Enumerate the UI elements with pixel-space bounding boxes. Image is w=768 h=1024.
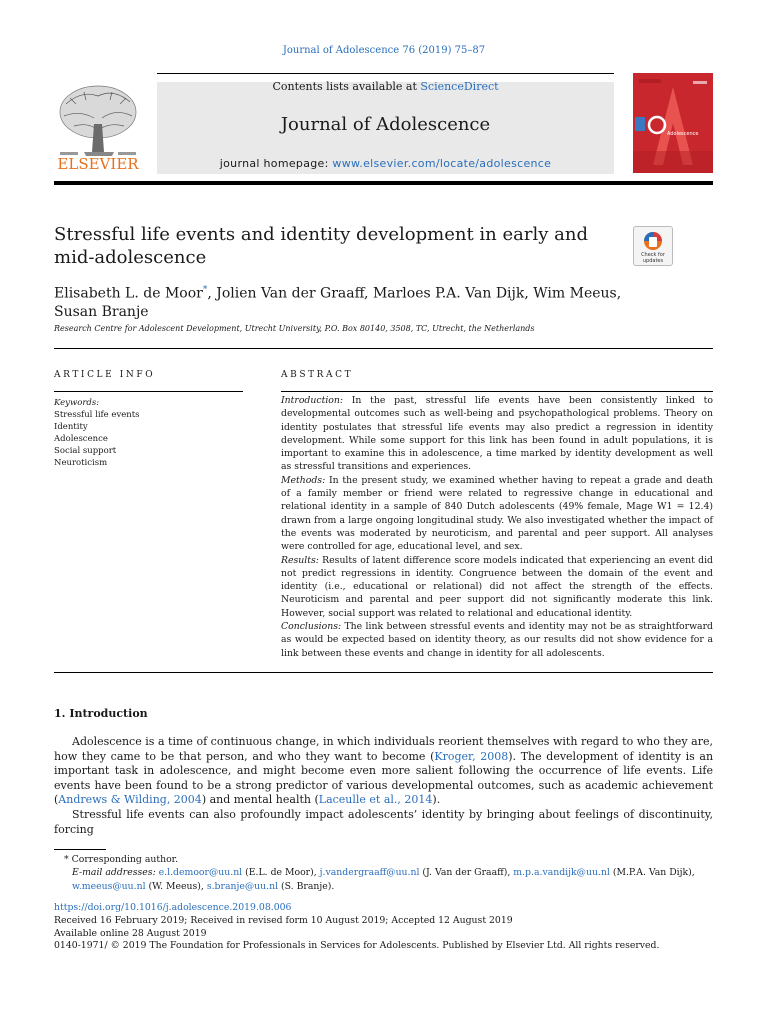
contents-prefix: Contents lists available at bbox=[272, 80, 421, 93]
author-affiliation: Research Centre for Adolescent Development, Utrecht University, P.O. Box 80140, 3508, TC, Utrecht, the Netherlands bbox=[54, 324, 535, 333]
citation-link[interactable]: Kroger, 2008 bbox=[434, 749, 509, 763]
abstract-section-text: In the past, stressful life events have been consistently linked to developmental outcomes such as well-being and psychopathological problems. Theory on identity postulates that stressful life events may also predict a regression in identity development. While some support for this link has been found in adult populations, it is important to examine this in adolescence, a time marked by identity development as well as stressful transitions and experiences. bbox=[281, 395, 713, 473]
abstract-section-text: The link between stressful events and identity may not be as straightforward as would be expected based on identity theory, as our results did not show evidence for a link between these events and change in identity for all adolescents. bbox=[281, 621, 713, 659]
email-owner: (S. Branje). bbox=[278, 880, 335, 892]
email-label: E-mail addresses: bbox=[72, 867, 156, 879]
email-link[interactable]: e.l.demoor@uu.nl bbox=[158, 867, 243, 879]
section-heading-introduction: 1. Introduction bbox=[54, 707, 148, 720]
email-owner: (E.L. de Moor), bbox=[242, 867, 320, 879]
email-link[interactable]: m.p.a.vandijk@uu.nl bbox=[513, 867, 610, 879]
abstract-section-text: Results of latent difference score models indicated that experiencing an event did not predict regressions in identity. Congruence between the domain of the event and identity (i.e., educational or relational) did not affect the strength of the effects. Neuroticism and parental and peer support did not significantly moderate this link. However, social support was related to relational and educational identity. bbox=[281, 554, 713, 619]
body-text: Adolescence is a time of continuous change, in which individuals reorient themselves with regard to who they are, how they came to be that person, and who they want to become ( bbox=[54, 735, 713, 763]
keyword-item: Neuroticism bbox=[54, 458, 108, 468]
author-separator: , bbox=[364, 285, 373, 302]
homepage-prefix: journal homepage: bbox=[219, 157, 333, 170]
abstract-section-label: Methods: bbox=[281, 474, 326, 486]
author-separator: , bbox=[207, 285, 217, 302]
header-top-rule bbox=[157, 73, 614, 74]
body-paragraph bbox=[54, 735, 713, 808]
email-link[interactable]: s.branje@uu.nl bbox=[206, 880, 279, 892]
abstract-paragraph bbox=[281, 620, 713, 660]
sciencedirect-link[interactable]: ScienceDirect bbox=[420, 80, 499, 93]
introduction-body bbox=[54, 735, 713, 837]
author-separator: , bbox=[524, 285, 534, 302]
doi-link[interactable]: https://doi.org/10.1016/j.adolescence.2019.08.006 bbox=[54, 902, 292, 913]
body-text: ) and mental health ( bbox=[201, 793, 319, 807]
email-link[interactable]: w.meeus@uu.nl bbox=[72, 880, 146, 892]
abstract-heading: ABSTRACT bbox=[281, 370, 354, 380]
citation-link[interactable]: Laceulle et al., 2014 bbox=[318, 793, 433, 807]
keyword-item: Identity bbox=[54, 422, 88, 432]
abstract-section-label: Introduction: bbox=[281, 395, 344, 406]
email-owner: (M.P.A. Van Dijk), bbox=[609, 867, 695, 879]
title-block-rule bbox=[54, 348, 713, 349]
body-paragraph: Stressful life events can also profoundly impact adolescents’ identity by bringing about feelings of discontinuity, forcing bbox=[54, 807, 713, 836]
author-name: Marloes P.A. Van Dijk bbox=[372, 285, 525, 302]
corresponding-author-marker[interactable]: * bbox=[202, 285, 208, 295]
copyright-notice: 0140-1971/ © 2019 The Foundation for Professionals in Services for Adolescents. Published by Elsevier Ltd. All rights reserved. bbox=[54, 940, 660, 952]
keyword-item: Social support bbox=[54, 446, 117, 456]
abstract-paragraph bbox=[281, 554, 713, 620]
keywords-label: Keywords: bbox=[54, 398, 100, 408]
author-name: Susan Branje bbox=[54, 303, 149, 320]
journal-homepage-line bbox=[157, 157, 614, 170]
journal-title: Journal of Adolescence bbox=[280, 114, 491, 135]
abstract-paragraph bbox=[281, 394, 713, 474]
email-addresses bbox=[54, 866, 713, 893]
abstract-bottom-rule bbox=[54, 672, 713, 673]
author-list bbox=[54, 281, 624, 321]
abstract-section-label: Results: bbox=[281, 554, 319, 566]
body-text: ). The development of identity is an important task in adolescence, and might become even more salient following the occurrence of life events. Life events have been found to be a strong predictor of various developmental outcomes, such as academic achievement ( bbox=[54, 749, 714, 807]
email-link[interactable]: j.vandergraaff@uu.nl bbox=[319, 867, 420, 879]
citation-link[interactable]: Andrews & Wilding, 2004 bbox=[58, 793, 202, 807]
journal-homepage-link[interactable]: www.elsevier.com/locate/adolescence bbox=[332, 157, 552, 170]
journal-cover-thumbnail[interactable] bbox=[633, 73, 713, 173]
journal-reference-link[interactable]: Journal of Adolescence 76 (2019) 75–87 bbox=[282, 45, 486, 56]
article-info-heading: ARTICLE INFO bbox=[54, 370, 156, 380]
footnote-rule bbox=[54, 849, 106, 850]
email-owner: (J. Van der Graaff), bbox=[419, 867, 514, 879]
check-for-updates-button[interactable] bbox=[633, 226, 673, 266]
contents-available-line bbox=[157, 80, 614, 93]
corresponding-author-note: * Corresponding author. bbox=[64, 854, 179, 865]
cover-journal-name: Adolescence bbox=[667, 131, 699, 137]
author-name: Wim Meeus bbox=[533, 285, 617, 302]
abstract-section-text: In the present study, we examined whether having to repeat a grade and death of a family member or friend were related to regressive change in educational and relational identity in a sample of 840 Dutch adolescents (49% female, Mage W1 = 12.4) drawn from a large ongoing longitudinal study. We also investigated whether the impact of the events was moderated by neuroticism, and parental and peer support. All analyses were controlled for age, educational level, and sex. bbox=[281, 474, 713, 553]
article-title: Stressful life events and identity development in early and mid-adolescence bbox=[54, 224, 588, 268]
abstract-rule bbox=[281, 391, 713, 392]
elsevier-logo[interactable] bbox=[54, 82, 142, 174]
author-name: Elisabeth L. de Moor bbox=[54, 285, 203, 302]
author-name: Jolien Van der Graaff bbox=[216, 285, 365, 302]
abstract-section-label: Conclusions: bbox=[281, 621, 342, 633]
cover-letter-a-icon bbox=[633, 73, 713, 173]
check-updates-label: Check for updates bbox=[641, 252, 665, 264]
keyword-item: Stressful life events bbox=[54, 410, 140, 420]
author-separator: , bbox=[616, 285, 622, 302]
keyword-item: Adolescence bbox=[54, 434, 108, 444]
publication-details bbox=[54, 902, 713, 953]
elsevier-wordmark: ELSEVIER bbox=[57, 155, 139, 173]
footnotes bbox=[54, 853, 713, 893]
abstract-paragraph bbox=[281, 474, 713, 554]
keywords-list bbox=[54, 397, 244, 469]
header-bottom-rule bbox=[54, 181, 713, 185]
email-owner: (W. Meeus), bbox=[145, 880, 207, 892]
available-online-date: Available online 28 August 2019 bbox=[54, 927, 207, 939]
body-text: ). bbox=[432, 793, 441, 807]
abstract-text bbox=[281, 394, 713, 660]
article-info-rule bbox=[54, 391, 243, 392]
received-dates: Received 16 February 2019; Received in revised form 10 August 2019; Accepted 12 August 2019 bbox=[54, 914, 513, 926]
